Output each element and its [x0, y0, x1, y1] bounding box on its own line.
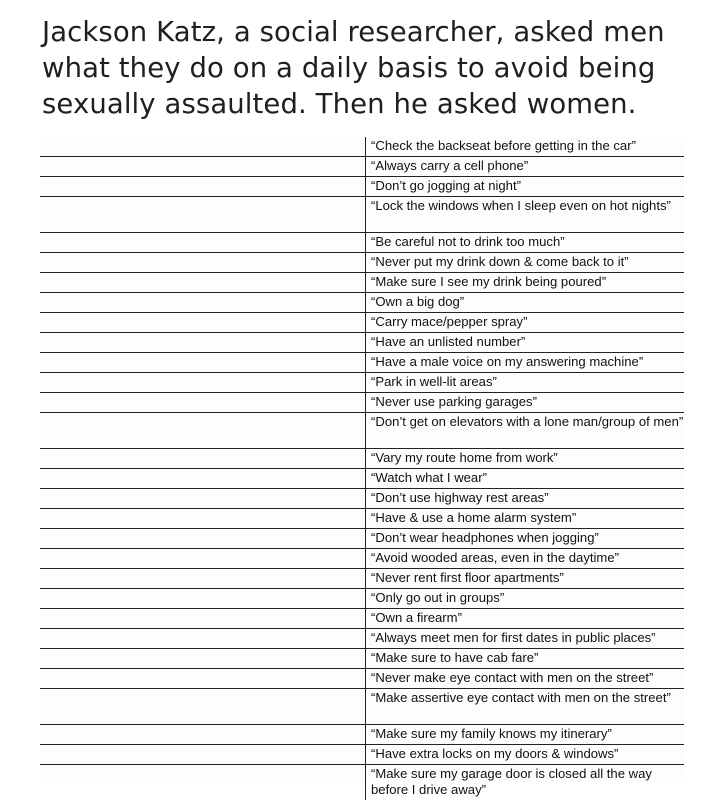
table-row	[40, 412, 684, 448]
table-row	[40, 648, 684, 668]
table-row	[40, 448, 684, 468]
men-answer-cell	[40, 177, 366, 196]
women-answer-cell: “Never make eye contact with men on the street”	[371, 670, 654, 685]
women-answer-cell: “Watch what I wear”	[371, 470, 487, 485]
women-answer-cell: “Make assertive eye contact with men on the street”	[371, 690, 671, 705]
men-answer-cell	[40, 725, 366, 744]
women-answer-cell: “Own a firearm”	[371, 610, 462, 625]
table-row	[40, 688, 684, 724]
women-answer-cell: “Never rent first floor apartments”	[371, 570, 564, 585]
women-answer-cell: “Have a male voice on my answering machine”	[371, 354, 644, 369]
women-answer-cell: “Own a big dog”	[371, 294, 465, 309]
table-row	[40, 232, 684, 252]
table-row	[40, 392, 684, 412]
table-row	[40, 352, 684, 372]
table-row	[40, 137, 684, 156]
answers-rows	[40, 137, 684, 800]
table-row	[40, 744, 684, 764]
men-answer-cell	[40, 765, 366, 800]
women-answer-cell: “Avoid wooded areas, even in the daytime”	[371, 550, 619, 565]
table-row	[40, 548, 684, 568]
women-answer-cell: “Always meet men for first dates in public places”	[371, 630, 656, 645]
women-answer-cell: “Check the backseat before getting in the car”	[371, 138, 636, 153]
men-answer-cell	[40, 745, 366, 764]
table-row	[40, 292, 684, 312]
table-row	[40, 312, 684, 332]
table-row	[40, 528, 684, 548]
table-row	[40, 724, 684, 744]
men-answer-cell	[40, 137, 366, 156]
men-answer-cell	[40, 373, 366, 392]
men-answer-cell	[40, 449, 366, 468]
table-row	[40, 196, 684, 232]
post-caption: Jackson Katz, a social researcher, asked men what they do on a daily basis to avoid being sexually assaulted. Then he asked women.	[42, 16, 665, 120]
women-answer-cell: “Only go out in groups”	[371, 590, 505, 605]
table-row	[40, 588, 684, 608]
women-answer-cell: “Don’t get on elevators with a lone man/group of men”	[371, 414, 684, 429]
men-answer-cell	[40, 393, 366, 412]
table-row	[40, 508, 684, 528]
men-answer-cell	[40, 197, 366, 232]
men-answer-cell	[40, 529, 366, 548]
women-answer-cell: “Make sure to have cab fare”	[371, 650, 539, 665]
women-answer-cell: “Don’t use highway rest areas”	[371, 490, 549, 505]
women-answer-cell: “Vary my route home from work”	[371, 450, 558, 465]
table-row	[40, 568, 684, 588]
men-answer-cell	[40, 313, 366, 332]
men-answer-cell	[40, 353, 366, 372]
women-answer-cell: “Make sure my garage door is closed all the way before I drive away”	[371, 766, 652, 797]
women-answer-cell: “Lock the windows when I sleep even on hot nights”	[371, 198, 671, 213]
table-row	[40, 488, 684, 508]
table-row	[40, 668, 684, 688]
men-answer-cell	[40, 273, 366, 292]
table-row	[40, 628, 684, 648]
women-answer-cell: “Always carry a cell phone”	[371, 158, 529, 173]
men-answer-cell	[40, 649, 366, 668]
men-answer-cell	[40, 509, 366, 528]
men-answer-cell	[40, 157, 366, 176]
women-answer-cell: “Carry mace/pepper spray”	[371, 314, 528, 329]
men-answer-cell	[40, 549, 366, 568]
men-answer-cell	[40, 589, 366, 608]
women-answer-cell: “Have an unlisted number”	[371, 334, 526, 349]
men-answer-cell	[40, 253, 366, 272]
women-answer-cell: “Have extra locks on my doors & windows”	[371, 746, 619, 761]
answers-table	[40, 137, 684, 797]
women-answer-cell: “Be careful not to drink too much”	[371, 234, 565, 249]
men-answer-cell	[40, 469, 366, 488]
table-row	[40, 252, 684, 272]
men-answer-cell	[40, 489, 366, 508]
table-row	[40, 176, 684, 196]
men-answer-cell	[40, 669, 366, 688]
women-answer-cell: “Make sure I see my drink being poured”	[371, 274, 607, 289]
table-row	[40, 468, 684, 488]
men-answer-cell	[40, 689, 366, 724]
women-answer-cell: “Never put my drink down & come back to it”	[371, 254, 629, 269]
women-answer-cell: “Have & use a home alarm system”	[371, 510, 577, 525]
table-row	[40, 764, 684, 800]
women-answer-cell: “Don’t go jogging at night”	[371, 178, 521, 193]
men-answer-cell	[40, 333, 366, 352]
men-answer-cell	[40, 569, 366, 588]
table-row	[40, 332, 684, 352]
men-answer-cell	[40, 629, 366, 648]
men-answer-cell	[40, 233, 366, 252]
women-answer-cell: “Park in well-lit areas”	[371, 374, 497, 389]
table-row	[40, 372, 684, 392]
table-row	[40, 608, 684, 628]
table-row	[40, 156, 684, 176]
table-row	[40, 272, 684, 292]
men-answer-cell	[40, 293, 366, 312]
men-answer-cell	[40, 413, 366, 448]
women-answer-cell: “Never use parking garages”	[371, 394, 537, 409]
women-answer-cell: “Make sure my family knows my itinerary”	[371, 726, 612, 741]
women-answer-cell: “Don’t wear headphones when jogging”	[371, 530, 599, 545]
men-answer-cell	[40, 609, 366, 628]
